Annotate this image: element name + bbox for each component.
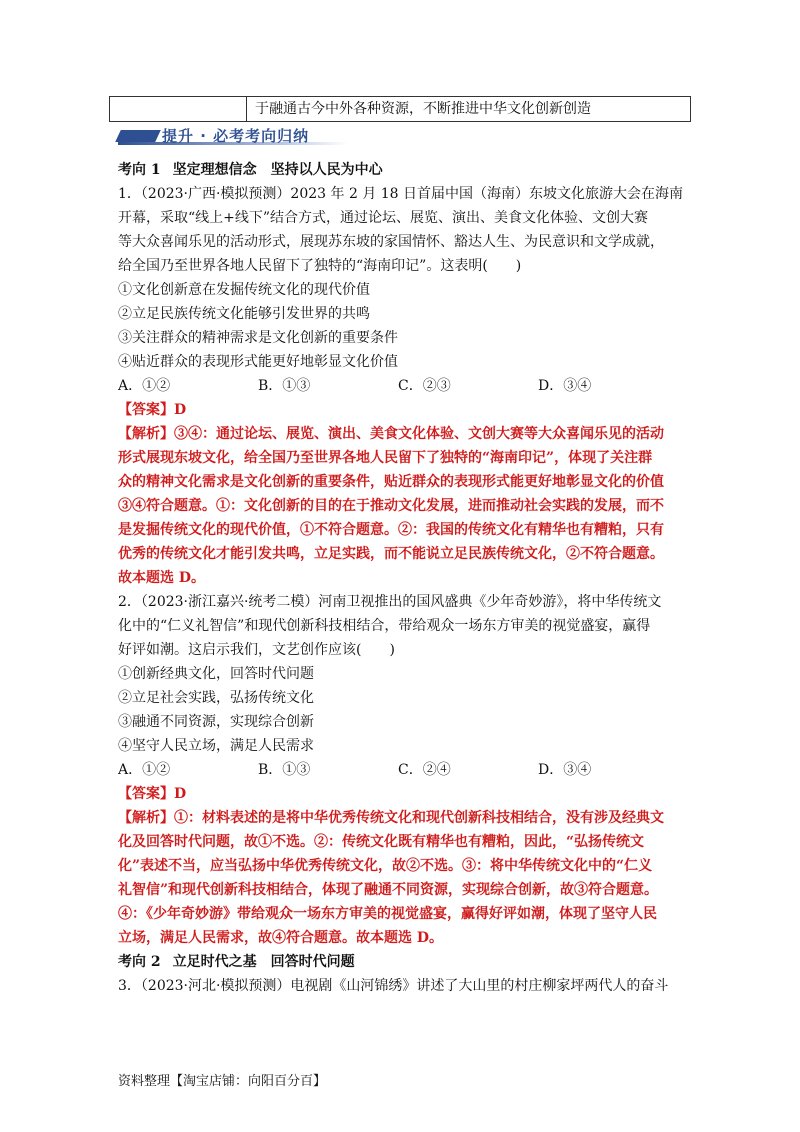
question-item: ④贴近群众的表现形式能更好地彰显文化价值 [118,354,398,370]
answer-options [118,758,686,782]
analysis-line: ④：《少年奇妙游》带给观众一场东方审美的视觉盛宴，赢得好评如潮，体现了坚守人民 [118,906,657,922]
analysis-line: 【解析】③④：通过论坛、展览、演出、美食文化体验、文创大赛等大众喜闻乐见的活动 [118,426,664,442]
option-b: B．①③ [258,378,311,394]
question-stem-line: 1．（2023·广西·模拟预测）2023 年 2 月 18 日首届中国（海南）东坡文化旅游大会在海南 [118,186,684,202]
analysis-line: 化及回答时代问题，故①不选。②：传统文化既有精华也有糟粕，因此，“弘扬传统文 [118,834,645,850]
question-1 [118,182,686,590]
analysis-line: 是发掘传统文化的现代价值，①不符合题意。②：我国的传统文化有精华也有糟粕，只有 [118,522,664,538]
option-c: C．②④ [398,762,451,778]
content-body [118,158,686,998]
section-title: 坚定理想信念 坚持以人民为中心 [172,162,383,178]
analysis-line: 优秀的传统文化才能引发共鸣，立足实践，而不能说立足民族传统文化，②不符合题意。 [118,546,664,562]
analysis-line: 礼智信”和现代创新科技相结合，体现了融通不同资源，实现综合创新，故③符合题意。 [118,882,659,898]
answer-label: 【答案】D [118,786,187,802]
analysis-line: 众的精神文化需求是文化创新的重要条件，贴近群众的表现形式能更好地彰显文化的价值 [118,474,664,490]
option-a: A．①② [118,762,171,778]
analysis-line: 立场，满足人民需求，故④符合题意。故本题选 D。 [118,930,444,946]
analysis-line: 化”表述不当，应当弘扬中华优秀传统文化，故②不选。③：将中华传统文化中的“仁义 [118,858,653,874]
section-label: 考向 2 [118,954,161,970]
option-c: C．②③ [398,378,451,394]
answer-options [118,374,686,398]
option-d: D．③④ [538,378,592,394]
section-title: 立足时代之基 回答时代问题 [172,954,355,970]
option-d: D．③④ [538,762,592,778]
section-heading-1 [118,158,686,182]
analysis-line: 【解析】①：材料表述的是将中华优秀传统文化和现代创新科技相结合，没有涉及经典文 [118,810,664,826]
analysis-line: ③④符合题意。①：文化创新的目的在于推动文化发展，进而推动社会实践的发展，而不 [118,498,664,514]
option-a: A．①② [118,378,171,394]
answer-label: 【答案】D [118,402,187,418]
analysis-line: 形式展现东坡文化，给全国乃至世界各地人民留下了独特的“海南印记”，体现了关注群 [118,450,653,466]
question-item: ①文化创新意在发掘传统文化的现代价值 [118,282,370,298]
analysis-line: 故本题选 D。 [118,570,206,586]
question-stem-line: 化中的“仁义礼智信”和现代创新科技相结合，带给观众一场东方审美的视觉盛宴，赢得 [118,618,651,634]
question-item: ①创新经典文化，回答时代问题 [118,666,314,682]
question-item: ③融通不同资源，实现综合创新 [118,714,314,730]
question-stem-line: 2．（2023·浙江嘉兴·统考二模）河南卫视推出的国风盛典《少年奇妙游》，将中华传统文 [118,594,662,610]
table-cell-empty [110,97,247,121]
section-label: 考向 1 [118,162,161,178]
table-cell-text: 于融通古今中外各种资源，不断推进中华文化创新创造 [255,101,591,117]
banner-bar-decoration [115,130,161,142]
question-item: ②立足民族传统文化能够引发世界的共鸣 [118,306,370,322]
footer-note: 资料整理【淘宝店铺：向阳百分百】 [118,1074,327,1089]
question-stem-line: 好评如潮。这启示我们，文艺创作应该( ) [118,642,395,658]
question-stem-line: 3．（2023·河北·模拟预测）电视剧《山河锦绣》讲述了大山里的村庄柳家坪两代人的奋斗 [118,978,669,994]
question-item: ②立足社会实践，弘扬传统文化 [118,690,314,706]
question-item: ③关注群众的精神需求是文化创新的重要条件 [118,330,398,346]
banner-title: 提升 · 必考考向归纳 [162,127,310,145]
question-stem-line: 等大众喜闻乐见的活动形式，展现苏东坡的家国情怀、豁达人生、为民意识和文学成就， [118,234,664,250]
question-stem-line: 开幕，采取“线上+线下”结合方式，通过论坛、展览、演出、美食文化体验、文创大赛 [118,210,649,226]
question-2 [118,590,686,950]
section-banner [118,125,358,147]
question-stem-line: 给全国乃至世界各地人民留下了独特的“海南印记”。这表明( ) [118,258,522,274]
top-table-row [109,96,691,122]
option-b: B．①③ [258,762,311,778]
section-heading-2 [118,950,686,974]
question-3 [118,974,686,998]
question-item: ④坚守人民立场，满足人民需求 [118,738,314,754]
